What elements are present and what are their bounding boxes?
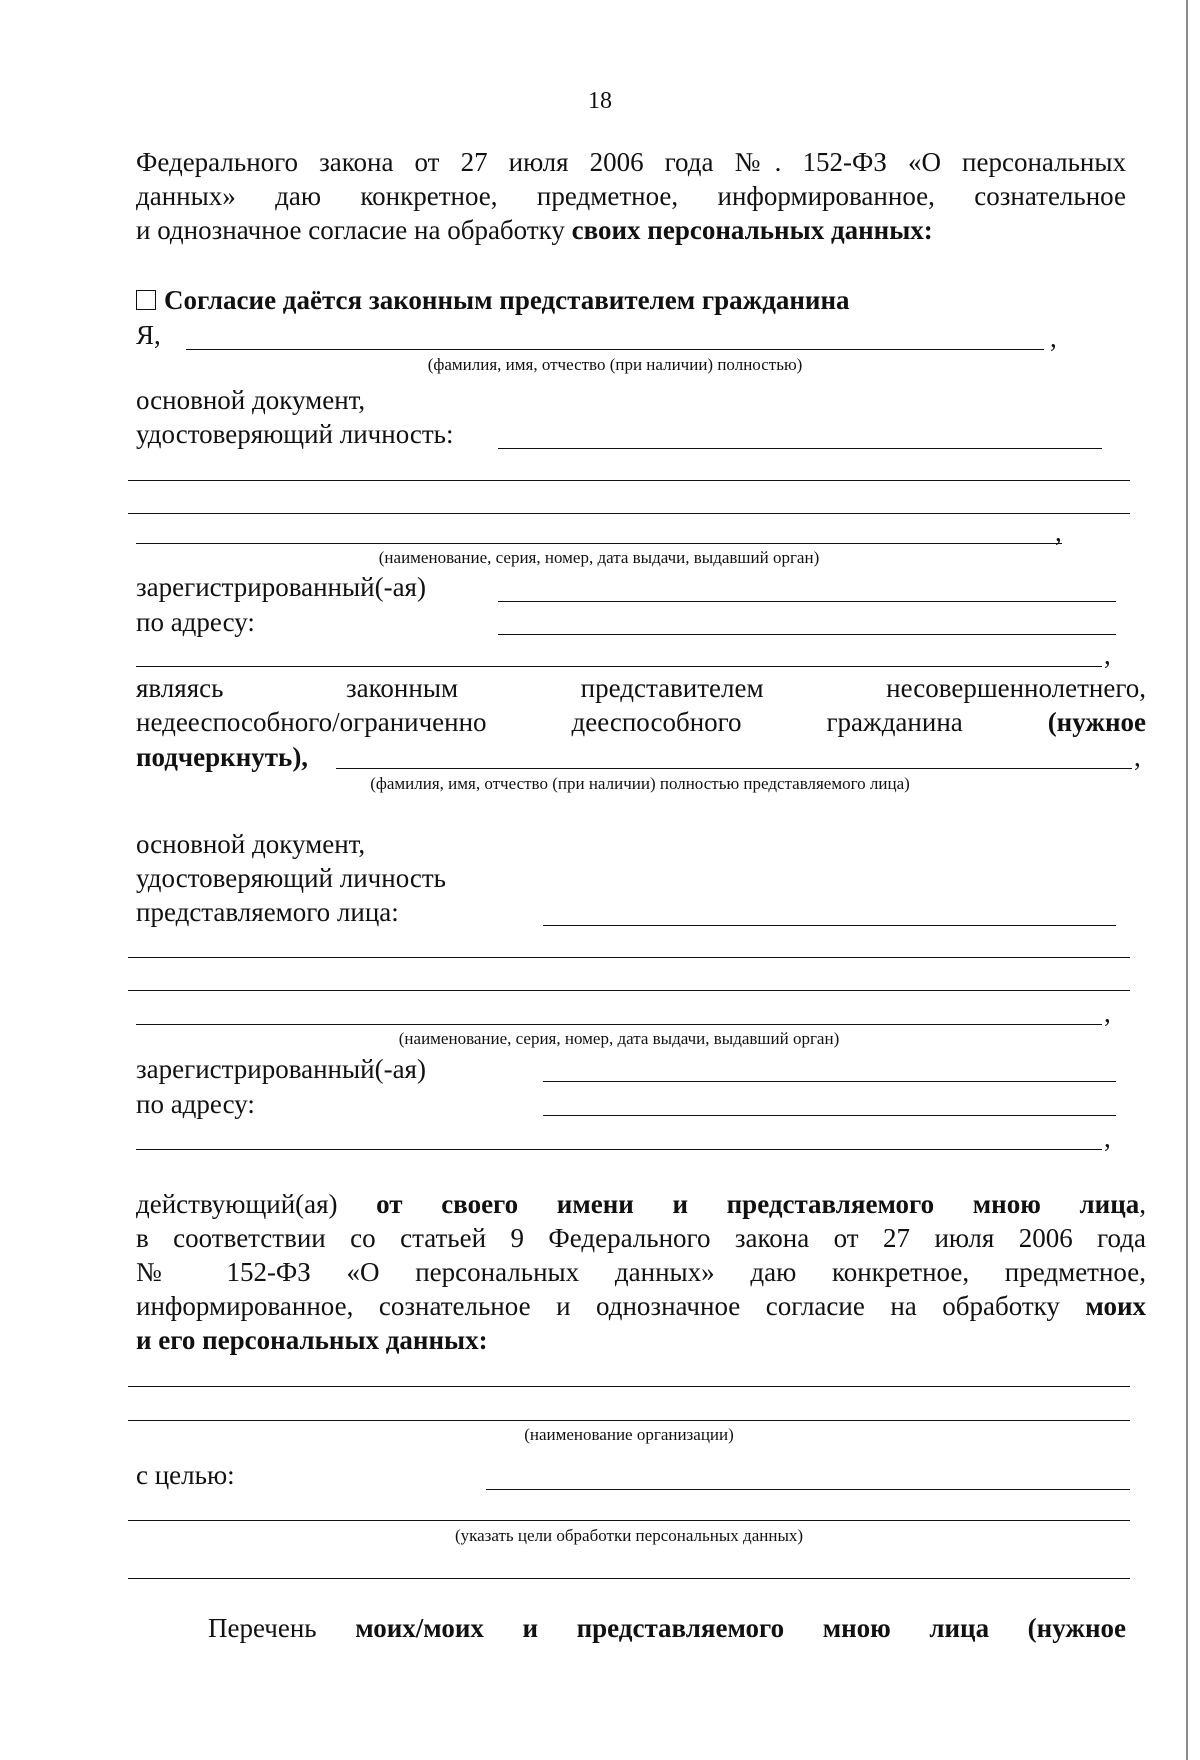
purpose-field-line-3[interactable]	[128, 1578, 1130, 1579]
doc-comma: ,	[1055, 517, 1062, 547]
intro-line-2: данных» даю конкретное, предметное, информированное, сознательное	[136, 181, 1126, 211]
rep-reg-label-2: по адресу:	[136, 1089, 255, 1119]
doc-label-2: удостоверяющий личность:	[136, 419, 454, 449]
represented-fio-caption: (фамилия, имя, отчество (при наличии) полностью представляемого лица)	[370, 774, 910, 793]
reg-field-line-1[interactable]	[498, 601, 1116, 602]
rep-doc-field-line-1[interactable]	[543, 925, 1116, 926]
doc-field-line-4[interactable]	[136, 543, 1062, 544]
representative-option[interactable]	[136, 283, 850, 317]
purpose-caption: (указать цели обработки персональных данных)	[454, 1526, 804, 1545]
doc-caption: (наименование, серия, номер, дата выдачи, выдавший орган)	[378, 548, 820, 567]
purpose-field-line-2[interactable]	[128, 1520, 1130, 1521]
acting-line-4-bold: моих	[1085, 1291, 1146, 1321]
acting-line-1-bold: от своего имени и представляемого мною лица	[376, 1189, 1140, 1219]
intro-line-1: Федерального закона от 27 июля 2006 года №. 152-ФЗ «О персональных	[136, 147, 1126, 177]
rep-doc-comma: ,	[1104, 998, 1111, 1028]
rep-doc-label-3: представляемого лица:	[136, 897, 399, 927]
rep-doc-label-2: удостоверяющий личность	[136, 863, 446, 893]
org-caption: (наименование организации)	[524, 1425, 734, 1444]
rep-doc-label-1: основной документ,	[136, 829, 366, 859]
doc-label-1: основной документ,	[136, 385, 366, 415]
checkbox-icon[interactable]	[136, 290, 156, 310]
rep-doc-caption: (наименование, серия, номер, дата выдачи, выдавший орган)	[398, 1029, 840, 1048]
intro-line-3-bold: своих персональных данных:	[571, 215, 933, 245]
purpose-label: с целью:	[136, 1460, 235, 1490]
being-rep-line-2-plain: недееспособного/ограниченно дееспособного гражданина	[136, 707, 1048, 737]
doc-field-line-1[interactable]	[498, 448, 1102, 449]
reg-comma: ,	[1104, 640, 1111, 670]
acting-line-2: в соответствии со статьей 9 Федерального закона от 27 июля 2006 года	[136, 1223, 1146, 1253]
purpose-field-line-1[interactable]	[486, 1489, 1130, 1490]
rep-reg-comma: ,	[1104, 1123, 1111, 1153]
doc-field-line-2[interactable]	[128, 480, 1130, 481]
represented-fio-comma: ,	[1134, 742, 1141, 772]
rep-reg-field-line-1[interactable]	[543, 1081, 1116, 1082]
rep-doc-field-line-3[interactable]	[128, 990, 1130, 991]
checkbox-label: Согласие даётся законным представителем гражданина	[164, 285, 850, 315]
org-field-line-1[interactable]	[128, 1386, 1130, 1387]
rep-doc-field-line-2[interactable]	[128, 957, 1130, 958]
fio-comma: ,	[1050, 323, 1057, 353]
being-rep-line-2-bold: (нужное	[1047, 707, 1146, 737]
doc-field-line-3[interactable]	[128, 513, 1130, 514]
reg-field-line-3[interactable]	[136, 666, 1102, 667]
rep-reg-label-1: зарегистрированный(-ая)	[136, 1054, 426, 1084]
acting-line-1-comma: ,	[1139, 1189, 1146, 1219]
reg-label-1: зарегистрированный(-ая)	[136, 572, 426, 602]
rep-reg-field-line-3[interactable]	[136, 1149, 1102, 1150]
fio-field-line[interactable]	[186, 349, 1044, 350]
fio-caption: (фамилия, имя, отчество (при наличии) полностью)	[427, 355, 803, 374]
acting-line-1-plain: действующий(ая)	[136, 1189, 377, 1219]
intro-line-3	[136, 213, 933, 247]
acting-line-3: № 152-ФЗ «О персональных данных» даю конкретное, предметное,	[136, 1257, 1146, 1287]
page-edge	[1186, 0, 1188, 1760]
list-intro-line	[208, 1611, 1126, 1645]
rep-doc-field-line-4[interactable]	[136, 1024, 1102, 1025]
list-intro-bold: моих/моих и представляемого мною лица (нужное	[355, 1613, 1126, 1643]
acting-line-4-plain: информированное, сознательное и однозначное согласие на обработку	[136, 1291, 1086, 1321]
being-rep-line-3: подчеркнуть),	[136, 742, 309, 772]
being-rep-line-1: являясь законным представителем несовершеннолетнего,	[136, 673, 1146, 703]
acting-line-5: и его персональных данных:	[136, 1325, 488, 1355]
acting-line-1	[136, 1187, 1146, 1221]
list-intro-plain: Перечень	[208, 1613, 356, 1643]
intro-line-3-plain: и однозначное согласие на обработку	[136, 215, 572, 245]
reg-field-line-2[interactable]	[498, 634, 1116, 635]
page-number: 18	[588, 88, 612, 114]
represented-fio-line[interactable]	[336, 768, 1132, 769]
being-rep-line-2	[136, 705, 1146, 739]
reg-label-2: по адресу:	[136, 607, 255, 637]
rep-reg-field-line-2[interactable]	[543, 1115, 1116, 1116]
acting-line-4	[136, 1289, 1146, 1323]
org-field-line-2[interactable]	[128, 1420, 1130, 1421]
ya-label: Я,	[136, 320, 161, 350]
